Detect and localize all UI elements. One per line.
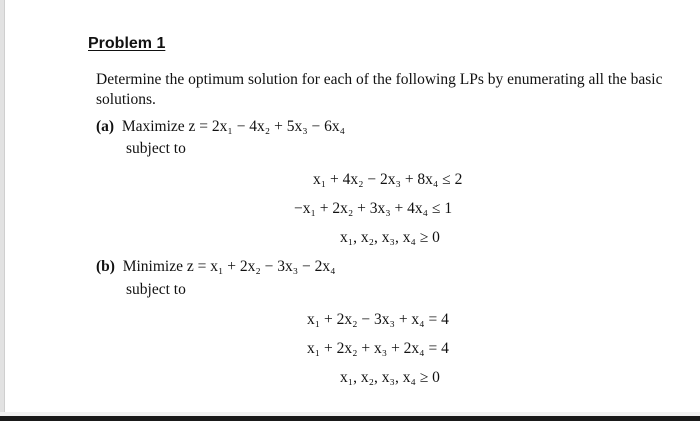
bottom-strip: [0, 416, 700, 421]
part-a-label: (a): [96, 118, 115, 135]
part-a-constraint-2: −x₁ + 2x₂ + 3x₃ + 4x₄ ≤ 1: [294, 200, 453, 217]
part-a-constraint-1: x₁ + 4x₂ − 2x₃ + 8x₄ ≤ 2: [313, 171, 463, 188]
left-page-edge-line: [4, 0, 5, 421]
problem-intro: Determine the optimum solution for each of the following LPs by enumerating all the basic solutions.: [96, 71, 663, 108]
part-a-objective: [96, 118, 345, 136]
part-a-nonnegativity: x₁, x₂, x₃, x₄ ≥ 0: [340, 229, 440, 246]
part-a-subject-to: subject to: [126, 140, 186, 157]
part-b-label: (b): [96, 258, 115, 275]
part-b-objective: [96, 258, 336, 276]
part-b-objective-text: Minimize z = x₁ + 2x₂ − 3x₃ − 2x₄: [122, 258, 336, 275]
problem-title: Problem 1: [88, 35, 166, 52]
part-b-subject-to: subject to: [126, 281, 186, 298]
part-b-constraint-2: x₁ + 2x₂ + x₃ + 2x₄ = 4: [307, 340, 449, 357]
part-b-nonnegativity: x₁, x₂, x₃, x₄ ≥ 0: [340, 369, 440, 386]
part-a-objective-text: Maximize z = 2x₁ − 4x₂ + 5x₃ − 6x₄: [121, 118, 346, 135]
part-b-constraint-1: x₁ + 2x₂ − 3x₃ + x₄ = 4: [307, 311, 449, 328]
